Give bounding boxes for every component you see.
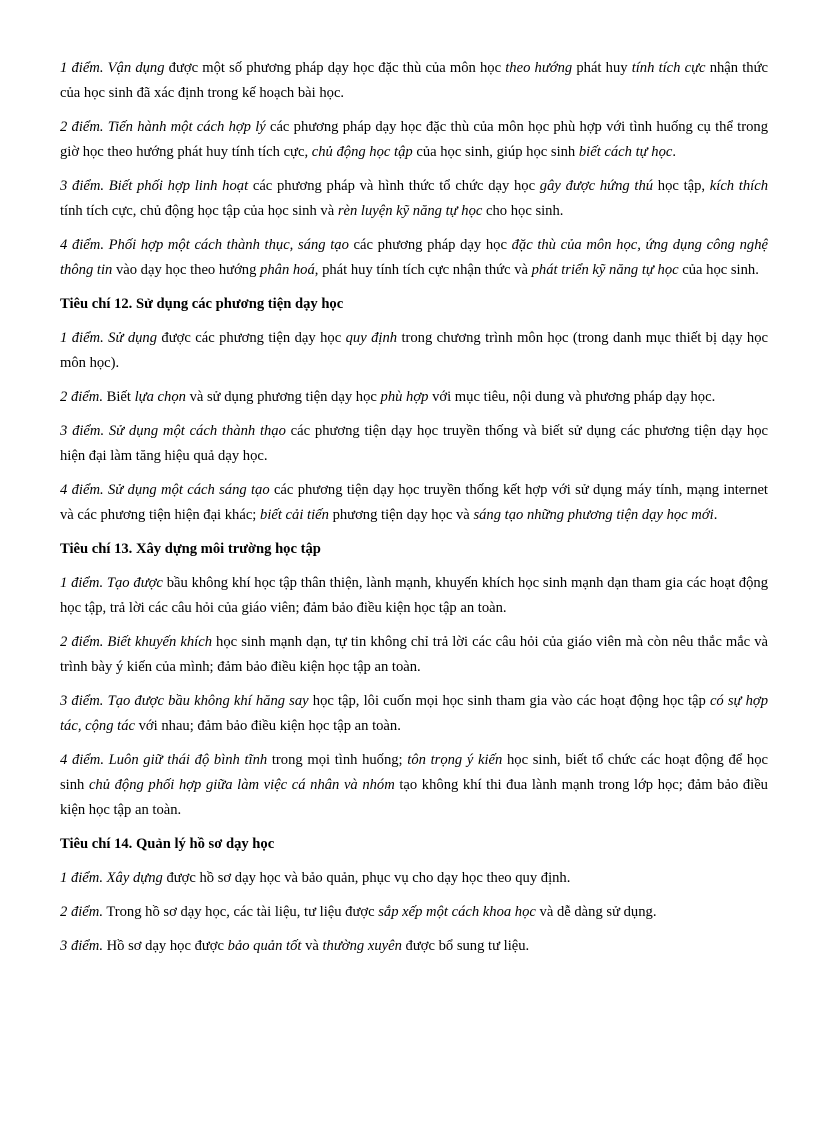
italic-run: tính tích cực — [631, 60, 706, 76]
italic-run: quy định — [345, 330, 398, 346]
text-run: bầu không khí học tập thân thiện, lành mạnh, khuyến khích học sinh mạnh dạn tham gia các hoạt động học tập, trả lời các câu hỏi của giáo viên; đảm bảo điều kiện học tập an toàn. — [60, 575, 768, 616]
text-run: học sinh, biết tổ chức các hoạt động để học sinh — [60, 752, 768, 793]
text-run: và dễ dàng sử dụng. — [535, 904, 657, 920]
italic-run: 2 điểm. Biết khuyến khích — [60, 634, 212, 650]
criterion-paragraph — [60, 174, 768, 224]
italic-run: phù hợp — [380, 389, 429, 405]
text-run: học tập, lôi cuốn mọi học sinh tham gia vào các hoạt động học tập — [308, 693, 710, 709]
italic-run: gây được hứng thú — [539, 178, 654, 194]
criterion-heading: Tiêu chí 13. Xây dựng môi trường học tập — [60, 541, 321, 557]
text-run: . — [713, 507, 718, 523]
italic-run: 3 điểm. Biết phối hợp linh hoạt — [60, 178, 249, 194]
text-run: nhận thức của học sinh đã xác định trong kế hoạch bài học. — [60, 60, 768, 101]
text-run: các phương tiện dạy học truyền thống kết hợp với sử dụng máy tính, mạng internet và các phương tiện hiện đại khác; — [60, 482, 768, 523]
italic-run: phân hoá — [260, 262, 315, 278]
text-run: các phương pháp dạy học đặc thù của môn học phù hợp với tình huống cụ thể trong giờ học theo hướng phát huy tính tích cực, — [60, 119, 768, 160]
italic-run: chủ động phối hợp giữa làm việc cá nhân và nhóm — [88, 777, 395, 793]
criterion-paragraph — [60, 115, 768, 165]
text-run: với mục tiêu, nội dung và phương pháp dạy học. — [428, 389, 716, 405]
italic-run: bảo quản tốt — [227, 938, 302, 954]
text-run: các phương pháp và hình thức tổ chức dạy học — [248, 178, 540, 194]
text-run: vào dạy học theo hướng — [112, 262, 261, 278]
text-run: trong chương trình môn học (trong danh mục thiết bị dạy học môn học). — [60, 330, 769, 371]
italic-run: 2 điểm. Tiến hành một cách hợp lý — [60, 119, 266, 135]
text-run: phát huy — [572, 60, 632, 76]
text-run: Biết — [102, 389, 135, 405]
text-run: các phương tiện dạy học truyền thống và biết sử dụng các phương tiện dạy học hiện đại làm tăng hiệu quả dạy học. — [60, 423, 768, 464]
text-run: tính tích cực, chủ động học tập của học sinh và — [60, 203, 338, 219]
italic-run: 3 điểm. Sử dụng một cách thành thạo — [60, 423, 286, 439]
text-run: với nhau; đảm bảo điều kiện học tập an toàn. — [134, 718, 401, 734]
criterion-heading: Tiêu chí 12. Sử dụng các phương tiện dạy học — [60, 296, 344, 312]
italic-run: thường xuyên — [322, 938, 402, 954]
criterion-paragraph — [60, 419, 768, 469]
text-run: và sử dụng phương tiện dạy học — [185, 389, 381, 405]
italic-run: 3 điểm. Tạo được bầu không khí hăng say — [60, 693, 309, 709]
criterion-paragraph — [60, 630, 768, 680]
text-run: phương tiện dạy học và — [328, 507, 474, 523]
italic-run: sáng tạo những phương tiện dạy học mới — [473, 507, 714, 523]
italic-run: có sự hợp tác, cộng tác — [60, 693, 768, 734]
text-run: . — [672, 144, 676, 160]
italic-run: 2 điểm. — [60, 389, 103, 405]
criterion-paragraph — [60, 934, 768, 959]
text-run: các phương pháp dạy học — [348, 237, 512, 253]
criterion-heading: Tiêu chí 14. Quản lý hồ sơ dạy học — [60, 836, 275, 852]
italic-run: 1 điểm. Sử dụng — [60, 330, 158, 346]
criterion-paragraph — [60, 900, 768, 925]
italic-run: 4 điểm. Sử dụng một cách sáng tạo — [60, 482, 270, 498]
document-page — [60, 56, 768, 968]
text-run: được một số phương pháp dạy học đặc thù của môn học — [164, 60, 506, 76]
text-run: học tập, — [653, 178, 710, 194]
criterion-paragraph — [60, 866, 768, 891]
criterion-paragraph — [60, 478, 768, 528]
italic-run: lựa chọn — [134, 389, 186, 405]
text-run: được bổ sung tư liệu. — [401, 938, 530, 954]
italic-run: 2 điểm. — [60, 904, 103, 920]
italic-run: 1 điểm. Tạo được — [60, 575, 163, 591]
italic-run: theo hướng — [505, 60, 573, 76]
italic-run: biết cách tự học — [578, 144, 673, 160]
italic-run: 1 điểm. Xây dựng — [60, 870, 163, 886]
italic-run: sắp xếp một cách khoa học — [378, 904, 536, 920]
criterion-paragraph — [60, 233, 768, 283]
italic-run: 1 điểm. Vận dụng — [60, 60, 165, 76]
text-run: trong mọi tình huống; — [267, 752, 408, 768]
italic-run: 4 điểm. Luôn giữ thái độ bình tĩnh — [60, 752, 268, 768]
italic-run: phát triển kỹ năng tự học — [531, 262, 679, 278]
text-run: được hồ sơ dạy học và bảo quản, phục vụ cho dạy học theo quy định. — [162, 870, 571, 886]
criterion-paragraph — [60, 689, 768, 739]
text-run: , phát huy tính tích cực nhận thức và — [314, 262, 532, 278]
italic-run: chủ động học tập — [311, 144, 413, 160]
text-run: của học sinh, giúp học sinh — [412, 144, 579, 160]
italic-run: đặc thù của môn học, ứng dụng công nghệ thông tin — [60, 237, 768, 278]
text-run: học sinh mạnh dạn, tự tin không chỉ trả lời các câu hỏi của giáo viên mà còn nêu thắc mắc và trình bày ý kiến của mình; đảm bảo điều kiện học tập an toàn. — [60, 634, 768, 675]
criterion-paragraph — [60, 571, 768, 621]
text-run: tạo không khí thi đua lành mạnh trong lớp học; đảm bảo điều kiện học tập an toàn. — [60, 777, 768, 818]
italic-run: tôn trọng ý kiến — [407, 752, 503, 768]
text-run: của học sinh. — [678, 262, 759, 278]
text-run: Hồ sơ dạy học được — [102, 938, 228, 954]
criterion-paragraph — [60, 326, 768, 376]
criterion-paragraph — [60, 56, 768, 106]
text-run: được các phương tiện dạy học — [157, 330, 346, 346]
criterion-paragraph — [60, 748, 768, 823]
italic-run: 4 điểm. Phối hợp một cách thành thục, sáng tạo — [60, 237, 349, 253]
italic-run: 3 điểm. — [60, 938, 103, 954]
text-run: và — [301, 938, 323, 954]
text-run: cho học sinh. — [482, 203, 564, 219]
text-run: Trong hồ sơ dạy học, các tài liệu, tư liệu được — [102, 904, 379, 920]
italic-run: rèn luyện kỹ năng tự học — [337, 203, 483, 219]
criterion-paragraph — [60, 385, 768, 410]
italic-run: kích thích — [709, 178, 768, 194]
italic-run: biết cải tiến — [260, 507, 329, 523]
